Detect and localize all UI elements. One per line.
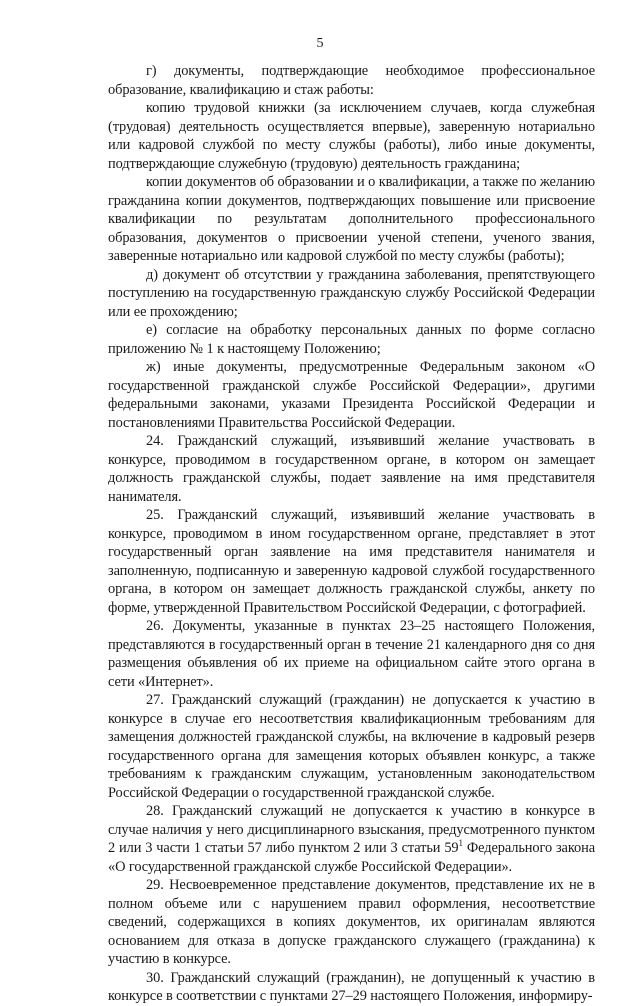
paragraph-item-d: д) документ об отсутствии у гражданина заболевания, препятствующего поступлению на государственную гражданскую службу Российской Федерации или ее прохождению; — [108, 266, 595, 320]
paragraph-24: 24. Гражданский служащий, изъявивший желание участвовать в конкурсе, проводимом в государственном органе, в котором он замещает должность гражданской службы, подает заявление на имя представителя нанимателя. — [108, 433, 595, 505]
paragraph-27: 27. Гражданский служащий (гражданин) не допускается к участию в конкурсе в случае его несоответствия квалификационным требованиям для замещения должностей гражданской службы, на включение в кадровый резерв государственного органа для замещения которых объявлен конкурс, а также требованиям к гражданским служащим, установленным законодательством Российской Федерации о государственной гражданской службе. — [108, 692, 595, 801]
document-body — [108, 62, 595, 1006]
paragraph-25: 25. Гражданский служащий, изъявивший желание участвовать в конкурсе, проводимом в ином государственном органе, представляет в этот государственный орган заявление на имя представителя нанимателя и заполненную, подписанную и заверенную кадровой службой государственного органа, в котором он замещает должность гражданской службы, анкету по форме, утвержденной Правительством Российской Федерации, с фотографией. — [108, 507, 595, 616]
paragraph-28 — [108, 802, 595, 876]
paragraph-26: 26. Документы, указанные в пунктах 23–25 настоящего Положения, представляются в государственный орган в течение 21 календарного дня со дня размещения объявления об их приеме на официальном сайте этого органа в сети «Интернет». — [108, 618, 595, 690]
paragraph-labor-book: копию трудовой книжки (за исключением случаев, когда служебная (трудовая) деятельность осуществляется впервые), заверенную нотариально или кадровой службой по месту службы (работы), либо иные документы, подтверждающие служебную (трудовую) деятельность гражданина; — [108, 100, 595, 172]
page-number: 5 — [316, 36, 324, 51]
paragraph-28-text-after: Федерального закона «О государственной гражданской службе Российской Федерации». — [108, 840, 595, 875]
footnote-superscript: 1 — [458, 838, 463, 849]
paragraph-29: 29. Несвоевременное представление документов, представление их не в полном объеме или с нарушением правил оформления, несоответствие сведений, содержащихся в копиях документов, их оригиналам являются основанием для отказа в допуске гражданского служащего (гражданина) к участию в конкурсе. — [108, 877, 595, 967]
paragraph-education-docs: копии документов об образовании и о квалификации, а также по желанию гражданина копии документов, подтверждающих повышение или присвоение квалификации по результатам дополнительного профессионального образования, документов о присвоении ученой степени, ученого звания, заверенные нотариально или кадровой службой по месту службы (работы); — [108, 174, 595, 264]
paragraph-item-zh: ж) иные документы, предусмотренные Федеральным законом «О государственной гражданской службе Российской Федерации», другими федеральными законами, указами Президента Российской Федерации и постановлениями Правительства Российской Федерации. — [108, 359, 595, 431]
paragraph-28-text-before: 28. Гражданский служащий не допускается к участию в конкурсе в случае наличия у него дисциплинарного взыскания, предусмотренного пунктом 2 или 3 части 1 статьи 57 либо пунктом 2 или 3 статьи 59 — [108, 803, 595, 856]
paragraph-item-e: е) согласие на обработку персональных данных по форме согласно приложению № 1 к настоящему Положению; — [108, 322, 595, 357]
paragraph-30: 30. Гражданский служащий (гражданин), не допущенный к участию в конкурсе в соответствии с пунктами 27–29 настоящего Положения, информиру- — [108, 969, 595, 1004]
paragraph-item-g: г) документы, подтверждающие необходимое профессиональное образование, квалификацию и стаж работы: — [108, 63, 595, 98]
